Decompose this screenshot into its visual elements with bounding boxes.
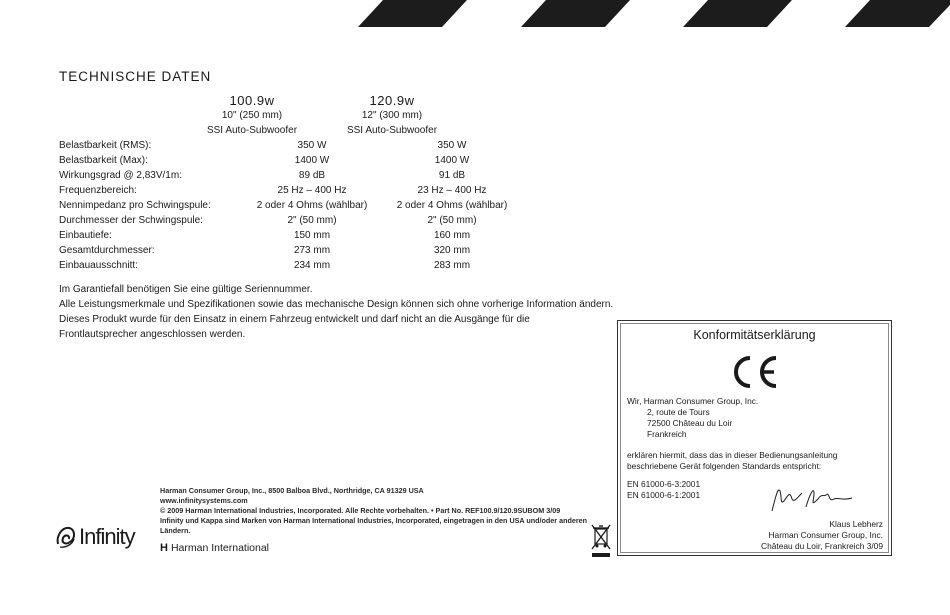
spec-row bbox=[59, 198, 508, 213]
spec-row bbox=[59, 153, 489, 168]
spec-value-1: 2 oder 4 Ohms (wählbar) bbox=[256, 200, 368, 211]
spec-label: Belastbarkeit (Max): bbox=[59, 155, 148, 166]
conformity-declaration-line: beschriebene Gerät folgenden Standards entspricht: bbox=[627, 461, 822, 471]
harman-text: Harman International bbox=[170, 542, 270, 554]
signature bbox=[768, 481, 858, 515]
stripe-1 bbox=[358, 0, 467, 27]
spec-label: Gesamtdurchmesser: bbox=[59, 245, 155, 256]
model-header-2 bbox=[317, 93, 467, 138]
conformity-intro: Wir, Harman Consumer Group, Inc. bbox=[627, 396, 759, 406]
spec-value-1: 273 mm bbox=[293, 245, 331, 256]
model-name: 120.9w bbox=[369, 93, 415, 108]
notes bbox=[59, 282, 619, 342]
spec-label: Einbauausschnitt: bbox=[59, 260, 138, 271]
stripe-2 bbox=[521, 0, 630, 27]
spec-label: Durchmesser der Schwingspule: bbox=[59, 215, 203, 226]
model-name: 100.9w bbox=[229, 93, 275, 108]
spec-value-2: 1400 W bbox=[434, 155, 470, 166]
note-line: Frontlautsprecher angeschlossen werden. bbox=[59, 329, 246, 340]
spec-row bbox=[59, 243, 489, 258]
spec-value-1: 25 Hz – 400 Hz bbox=[277, 185, 347, 196]
stripe-4 bbox=[845, 0, 950, 27]
spec-value-2: 283 mm bbox=[433, 260, 471, 271]
header-stripes bbox=[0, 0, 950, 28]
conformity-address-line: 2, route de Tours bbox=[647, 407, 710, 417]
model-header-1 bbox=[177, 93, 327, 138]
spec-label: Wirkungsgrad @ 2,83V/1m: bbox=[59, 170, 182, 181]
signer-line: Harman Consumer Group, Inc. bbox=[768, 530, 883, 540]
model-type: SSI Auto-Subwoofer bbox=[346, 125, 438, 136]
signer-line: Château du Loir, Frankreich 3/09 bbox=[761, 541, 883, 551]
conformity-address-line: Frankreich bbox=[647, 429, 687, 439]
model-size: 12" (300 mm) bbox=[361, 110, 423, 121]
model-type: SSI Auto-Subwoofer bbox=[206, 125, 298, 136]
conformity-standard: EN 61000-6-3:2001 bbox=[627, 479, 701, 489]
harman-logo-icon: H bbox=[160, 542, 168, 554]
spec-value-2: 320 mm bbox=[433, 245, 471, 256]
spec-row bbox=[59, 168, 489, 183]
note-line: Im Garantiefall benötigen Sie eine gültige Seriennummer. bbox=[59, 284, 313, 295]
infinity-logo-icon bbox=[55, 524, 77, 550]
conformity-standard: EN 61000-6-1:2001 bbox=[627, 490, 701, 500]
spec-value-1: 89 dB bbox=[298, 170, 326, 181]
spec-label: Einbautiefe: bbox=[59, 230, 112, 241]
spec-row bbox=[59, 213, 489, 228]
infinity-logo-text: Infinity bbox=[79, 524, 135, 549]
harman-brand bbox=[160, 542, 269, 554]
stripe-3 bbox=[683, 0, 792, 27]
footer-line: www.infinitysystems.com bbox=[160, 496, 248, 505]
conformity-address-line: 72500 Château du Loir bbox=[647, 418, 733, 428]
spec-label: Belastbarkeit (RMS): bbox=[59, 140, 152, 151]
spec-value-2: 350 W bbox=[437, 140, 467, 151]
spec-value-1: 234 mm bbox=[293, 260, 331, 271]
spec-row bbox=[59, 258, 489, 273]
footer-line: Harman Consumer Group, Inc., 8500 Balboa Blvd., Northridge, CA 91329 USA bbox=[160, 486, 424, 495]
ce-mark-icon bbox=[728, 354, 780, 390]
footer-line: Infinity und Kappa sind Marken von Harman International Industries, Incorporated, eingetragen in den USA und/oder anderen bbox=[160, 516, 588, 525]
note-line: Alle Leistungsmerkmale und Spezifikationen sowie das mechanische Design können sich ohne vorherige Information ändern. bbox=[59, 299, 614, 310]
spec-table bbox=[59, 138, 508, 273]
spec-row bbox=[59, 228, 489, 243]
spec-value-1: 2" (50 mm) bbox=[287, 215, 337, 226]
weee-bin-icon bbox=[590, 523, 612, 559]
footer-legal bbox=[160, 486, 588, 536]
spec-value-2: 2 oder 4 Ohms (wählbar) bbox=[396, 200, 508, 211]
spec-value-2: 23 Hz – 400 Hz bbox=[417, 185, 487, 196]
spec-value-2: 91 dB bbox=[438, 170, 466, 181]
spec-label: Frequenzbereich: bbox=[59, 185, 137, 196]
page-title: TECHNISCHE DATEN bbox=[59, 69, 212, 84]
conformity-declaration bbox=[617, 320, 892, 556]
footer-line: © 2009 Harman International Industries, Incorporated. Alle Rechte vorbehalten. • Part No. REF100.9/120.9SUBOM 3/09 bbox=[160, 506, 561, 515]
signer-block bbox=[761, 519, 883, 552]
spec-value-1: 350 W bbox=[297, 140, 327, 151]
spec-row bbox=[59, 183, 489, 198]
spec-value-1: 1400 W bbox=[294, 155, 330, 166]
spec-value-1: 150 mm bbox=[293, 230, 331, 241]
model-size: 10" (250 mm) bbox=[221, 110, 283, 121]
spec-value-2: 160 mm bbox=[433, 230, 471, 241]
infinity-logo bbox=[55, 524, 135, 550]
spec-row bbox=[59, 138, 489, 153]
footer-line: Ländern. bbox=[160, 526, 191, 535]
spec-label: Nennimpedanz pro Schwingspule: bbox=[59, 200, 211, 211]
spec-value-2: 2" (50 mm) bbox=[427, 215, 477, 226]
conformity-declaration-line: erklären hiermit, dass das in dieser Bedienungsanleitung bbox=[627, 450, 838, 460]
note-line: Dieses Produkt wurde für den Einsatz in einem Fahrzeug entwickelt und darf nicht an die Ausgänge für die bbox=[59, 314, 530, 325]
signer-line: Klaus Lebherz bbox=[829, 519, 883, 529]
conformity-title: Konformitätserklärung bbox=[693, 328, 816, 342]
